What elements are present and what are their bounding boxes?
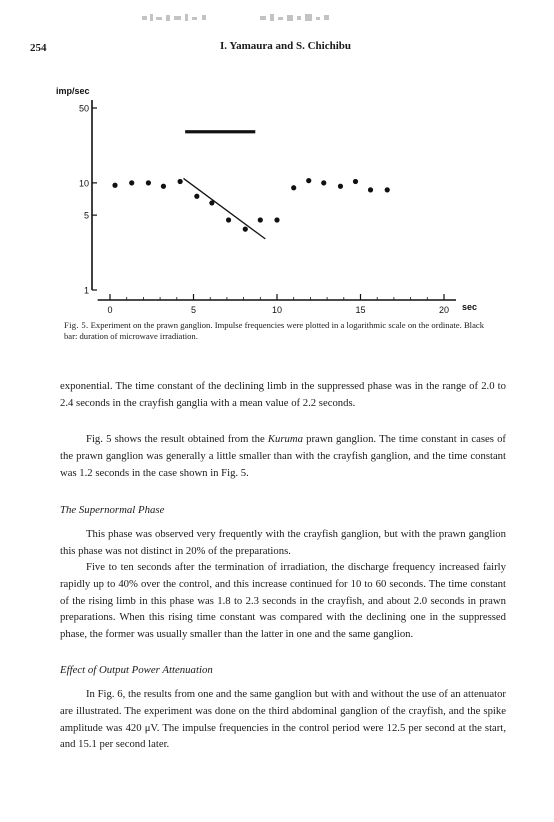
paragraph-2-part-2: prawn ganglion. The time constant in cases of the prawn ganglion was generally a little smaller than with the crayfish ganglion, and the time constant was 1.2 seconds in the case shown in Fig. 5.	[60, 433, 506, 479]
y-tick-label-10: 10	[78, 178, 89, 189]
declining-limb-line	[183, 178, 265, 238]
data-point-16	[368, 187, 373, 192]
data-point-11	[291, 185, 296, 190]
paragraph-2-text	[60, 431, 506, 481]
caption-label: Fig. 5.	[64, 320, 89, 330]
data-point-15	[353, 179, 358, 184]
running-head: I. Yamaura and S. Chichibu	[220, 40, 352, 52]
data-point-10	[274, 217, 279, 222]
data-point-6	[209, 200, 214, 205]
paragraph-1	[60, 378, 506, 412]
x-tick-label-0: 0	[107, 305, 113, 315]
x-tick-label-15: 15	[355, 305, 366, 315]
data-point-1	[129, 180, 134, 185]
paragraph-2-species: Kuruma	[267, 433, 303, 445]
paragraph-4	[60, 559, 506, 643]
figure-5-plot	[50, 80, 510, 320]
data-point-14	[338, 184, 343, 189]
data-point-8	[243, 227, 248, 232]
x-unit-label: sec	[462, 302, 478, 312]
paragraph-5-text: In Fig. 6, the results from one and the same ganglion but with and without the use of an attenuator are illustrated. The experiment was done on the third abdominal ganglion of the crayfish, and the spike amplitude was 420 μV. The impulse frequencies in the control period were 12.5 per second at the start, and 15.1 per second later.	[60, 688, 506, 751]
paragraph-5	[60, 686, 506, 753]
figure-5	[50, 80, 510, 320]
data-point-4	[178, 179, 183, 184]
figure-caption	[64, 320, 484, 342]
x-tick-label-10: 10	[271, 305, 283, 315]
paragraph-2-part-1: Fig. 5 shows the result obtained from the	[86, 433, 268, 445]
x-tick-label-20: 20	[438, 305, 450, 315]
page-number: 254	[30, 42, 47, 54]
y-tick-label-50: 50	[78, 103, 89, 114]
paragraph-3-text: This phase was observed very frequently with the crayfish ganglion, but with the prawn ganglion this phase was not distinct in 20% of the preparations.	[60, 528, 506, 557]
y-tick-label-5: 5	[83, 210, 89, 221]
y-tick-label-1: 1	[83, 285, 89, 296]
data-point-0	[112, 183, 117, 188]
data-point-9	[258, 217, 263, 222]
paragraph-3	[60, 526, 506, 560]
data-point-3	[161, 184, 166, 189]
data-point-12	[306, 178, 311, 183]
page-header	[30, 42, 530, 58]
data-point-2	[146, 180, 151, 185]
paragraph-2	[60, 431, 506, 481]
caption-text: Experiment on the prawn ganglion. Impulse frequencies were plotted in a logarithmic scale on the ordinate. Black bar: duration of microwave irradiation.	[64, 320, 484, 341]
x-tick-label-5: 5	[190, 305, 197, 315]
irradiation-bar	[185, 130, 255, 133]
paragraph-1-text: exponential. The time constant of the declining limb in the suppressed phase was in the range of 2.0 to 2.4 seconds in the crayfish ganglia with a mean value of 2.2 seconds.	[60, 380, 506, 409]
data-point-5	[194, 194, 199, 199]
heading-output-power: Effect of Output Power Attenuation	[60, 664, 213, 676]
heading-supernormal-phase: The Supernormal Phase	[60, 504, 165, 516]
paragraph-4-text: Five to ten seconds after the termination of irradiation, the discharge frequency increased fairly rapidly up to 40% over the control, and this increase continued for 10 to 60 seconds. The time constant of the rising limb in this phase was 1.8 to 2.3 seconds in the crayfish, and about 2.0 seconds in prawn preparations. When this rising time constant was compared with the declining one in the suppressed phase, the former was usually smaller than the latter in one and the same ganglion.	[60, 561, 506, 641]
scan-artifact	[140, 12, 350, 26]
data-point-13	[321, 180, 326, 185]
data-point-17	[385, 187, 390, 192]
y-unit-label: imp/sec	[56, 86, 90, 96]
data-point-7	[226, 217, 231, 222]
